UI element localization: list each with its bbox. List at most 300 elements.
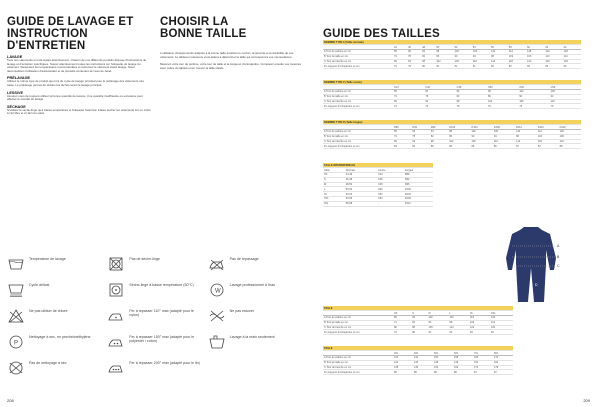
size-column-header: C50 xyxy=(487,85,518,90)
no-bleach-icon xyxy=(7,309,25,323)
measurement-value: 80 xyxy=(435,64,453,69)
international-size-cell: 46-48 xyxy=(345,177,377,182)
international-size-cell: D88 xyxy=(404,173,433,178)
size-column-header: C48 xyxy=(456,85,487,90)
measurement-value: 106 xyxy=(518,99,549,104)
size-column-header: D116 xyxy=(537,125,559,130)
professional-wet-clean-icon xyxy=(208,283,226,297)
measurement-value: 114 xyxy=(508,50,526,55)
measurement-value: 74 xyxy=(393,320,411,325)
measurement-value: 114 xyxy=(563,54,581,59)
measurement-label: B Tour de taille en cm xyxy=(323,94,393,99)
measurement-value: 130 xyxy=(413,360,433,365)
care-section-title: SÉCHAGE xyxy=(7,104,26,109)
figure-label-a: A xyxy=(557,244,560,248)
measurement-value: 90 xyxy=(454,54,472,59)
measurement-value: 80 xyxy=(411,330,427,335)
measurement-value: 106 xyxy=(471,139,493,144)
page-number-right: 209 xyxy=(583,398,590,403)
size-table xyxy=(323,40,581,69)
size-column-header: D120 xyxy=(559,125,581,130)
measurement-value: 86 xyxy=(393,90,424,95)
measurement-value: 106 xyxy=(454,59,472,64)
measurement-value: 90 xyxy=(393,99,424,104)
measurement-label: A Tour de poitrine en cm xyxy=(323,50,393,55)
size-table-title: NOMBRE TYPE C (Taille courte) xyxy=(323,80,581,85)
care-symbol-label: Lavage à la main seulement xyxy=(229,335,275,339)
care-symbol-label: Fer à repasser 200° max (adapté pour le lin) xyxy=(129,361,200,365)
measurement-value: 102 xyxy=(537,134,559,139)
measurement-value: 90 xyxy=(471,134,493,139)
international-size-cell: C48 xyxy=(377,182,404,187)
size-column-header: C46 xyxy=(424,85,455,90)
international-size-title: TAILLE INTERNATIONALE xyxy=(323,163,433,168)
measurement-value: 85 xyxy=(430,144,448,149)
measurement-value: 106 xyxy=(559,134,581,139)
measurement-label: C Tour de hanche en cm xyxy=(323,325,393,330)
international-size-cell: D112 xyxy=(404,201,433,206)
measurement-value: 82 xyxy=(421,54,435,59)
size-column-header: D96 xyxy=(430,125,448,130)
measurement-value: 102 xyxy=(471,130,493,135)
measurement-value: 142 xyxy=(413,356,433,361)
measurement-value: 81 xyxy=(472,64,490,69)
measurement-value: 110 xyxy=(544,54,562,59)
measurement-value: 154 xyxy=(433,365,453,370)
measurement-value: 75 xyxy=(456,104,487,109)
size-column-header: D92 xyxy=(411,125,429,130)
measurement-value: 106 xyxy=(526,54,544,59)
care-section-title: LESSIVE xyxy=(7,90,24,95)
measurement-value: 94 xyxy=(456,90,487,95)
care-symbol-label: Nettoyage à sec, en percheloréthylène xyxy=(29,335,91,339)
international-size-cell: C44 xyxy=(377,173,404,178)
measurement-label: B Tour de taille en cm xyxy=(323,320,393,325)
care-symbol-item xyxy=(208,257,302,279)
measurement-label: A Tour de poitrine en cm xyxy=(323,316,393,321)
measurement-value: 87 xyxy=(493,370,513,375)
measurement-value: 130 xyxy=(490,325,513,330)
size-column-header: 50 xyxy=(435,45,453,50)
measurement-value: 146 xyxy=(453,360,473,365)
care-symbol-label: Ne pas utiliser de chlore xyxy=(29,309,68,313)
measurement-value: 74 xyxy=(393,94,424,99)
size-column-header: 8XL xyxy=(493,351,513,356)
size-column-header: C54 xyxy=(550,85,581,90)
international-size-header: Longue xyxy=(404,168,433,173)
care-symbol-label: Température de lavage xyxy=(29,257,66,261)
measurement-value: 85 xyxy=(393,370,413,375)
measurement-value: 74 xyxy=(424,104,455,109)
measurement-value: 114 xyxy=(515,139,537,144)
measurement-value: 86 xyxy=(433,370,453,375)
size-column-header: C52 xyxy=(518,85,549,90)
international-size-cell: C54 xyxy=(377,197,404,202)
size-paragraph: L'utilisation d'équipements adaptés à la bonne taille améliore le confort, la sécurité et la durabilité de vos vêtements. Le tableau ci-dessous vous aidera à déterminer la taille qui correspond à vos mensurations. xyxy=(160,51,294,59)
measurement-value: 118 xyxy=(537,139,559,144)
measurement-value: 126 xyxy=(563,50,581,55)
care-symbol-item xyxy=(107,361,201,383)
measurement-value: 86 xyxy=(487,94,518,99)
measurement-value: 146 xyxy=(413,365,433,370)
measurement-value: 94 xyxy=(472,54,490,59)
measurement-value: 98 xyxy=(490,54,508,59)
figure-label-c: C xyxy=(557,264,560,268)
measurement-value: 110 xyxy=(515,130,537,135)
measurement-value: 98 xyxy=(448,130,470,135)
size-table xyxy=(323,346,513,375)
care-symbol-item xyxy=(107,257,201,279)
measurement-value: 88 xyxy=(559,144,581,149)
measurement-label: C Tour de hanche en cm xyxy=(323,139,393,144)
iron-150-icon xyxy=(107,335,125,349)
measurement-value: 114 xyxy=(449,325,469,330)
measurement-value: 102 xyxy=(487,99,518,104)
international-size-header: Normale xyxy=(345,168,377,173)
care-symbol-label: Lavage professionnel à l'eau xyxy=(229,283,276,287)
measurement-value: 85 xyxy=(413,370,433,375)
measurement-value: 94 xyxy=(424,99,455,104)
international-size-cell: C46 xyxy=(377,177,404,182)
size-column-header: 62 xyxy=(544,45,562,50)
measurement-value: 170 xyxy=(473,365,493,370)
measurement-label: D Longueur d'entrejambe en cm xyxy=(323,330,393,335)
international-size-cell: XS xyxy=(323,173,345,178)
measurement-value: 118 xyxy=(559,130,581,135)
measurement-label: A Tour de poitrine en cm xyxy=(323,130,393,135)
care-section-body: Tous nos vêtements ont été testés attentivement. Chacun de nos différents produits dispose d'instructions de lavage et d'entretien spécifiques. Suivez attentivement toutes les instructions sur l'étiquette de lavage du vêtement. Respectez les températures recommandées et retournez le vêtement avant lavage. Nous déconseillons l'utilisation d'adoucissant et de produits contenant de l'eau de Javel. xyxy=(7,58,147,73)
size-column-header: 64 xyxy=(563,45,581,50)
international-size-table xyxy=(323,163,433,207)
table-row xyxy=(323,104,581,109)
measurement-value: 122 xyxy=(393,360,413,365)
measurement-value: 122 xyxy=(544,50,562,55)
measurement-value: 110 xyxy=(493,139,515,144)
care-symbol-item xyxy=(208,309,302,331)
measurement-value: 86 xyxy=(493,144,515,149)
size-column-header: D108 xyxy=(493,125,515,130)
care-symbol-label: Pas de nettoyage à sec xyxy=(29,361,67,365)
size-column-header: 6XL xyxy=(453,351,473,356)
size-table-title: TAILLE xyxy=(323,346,513,351)
international-size-cell: D96 xyxy=(404,182,433,187)
measurement-value: 78 xyxy=(424,94,455,99)
care-symbol-label: Pas de sèche-linge xyxy=(129,257,160,261)
measurement-value: 94 xyxy=(411,139,429,144)
size-table-title: NOMBRE TYPE D (Taille longue) xyxy=(323,120,581,125)
figure-label-b: B xyxy=(557,255,560,259)
care-section-title: PRÉLAVAGE xyxy=(7,76,31,81)
measurement-value: 87 xyxy=(515,144,537,149)
international-size-cell: D104 xyxy=(404,192,433,197)
size-column-header: 60 xyxy=(526,45,544,50)
measurement-value: 90 xyxy=(393,139,411,144)
international-size-cell: XL xyxy=(323,192,345,197)
measurement-value: 114 xyxy=(490,59,508,64)
care-symbol-label: Fer à repasser 110° max (adapté pour le nylon) xyxy=(129,309,194,318)
size-column-header: D104 xyxy=(471,125,493,130)
measurement-value: 162 xyxy=(493,360,513,365)
size-column-header: 7XL xyxy=(473,351,493,356)
table-row xyxy=(323,64,581,69)
size-table xyxy=(323,80,581,109)
svg-text:P: P xyxy=(14,340,19,347)
measurement-value: 86 xyxy=(453,370,473,375)
measurement-value: 94 xyxy=(430,130,448,135)
measurement-value: 98 xyxy=(456,99,487,104)
no-iron-icon xyxy=(208,257,226,271)
measurement-label: C Tour de hanche en cm xyxy=(323,365,393,370)
size-table xyxy=(323,120,581,149)
international-size-cell: 54-56 xyxy=(345,197,377,202)
measurement-value: 174 xyxy=(493,356,513,361)
dry-clean-p-icon xyxy=(7,335,25,349)
measurement-value: 75 xyxy=(487,104,518,109)
measurement-value: 122 xyxy=(526,59,544,64)
international-size-cell: XXL xyxy=(323,197,345,202)
measurement-value: 102 xyxy=(508,54,526,59)
measurement-value: 122 xyxy=(559,139,581,144)
table-row xyxy=(323,144,581,149)
measurement-value: 82 xyxy=(430,134,448,139)
international-size-cell: L xyxy=(323,187,345,192)
measurement-value: 78 xyxy=(411,134,429,139)
measurement-value: 78 xyxy=(407,54,421,59)
page-number-left: 208 xyxy=(7,398,14,403)
measurement-value: 106 xyxy=(428,325,449,330)
measurement-value: 84 xyxy=(393,144,411,149)
measurement-value: 98 xyxy=(449,320,469,325)
measurement-value: 87 xyxy=(537,144,559,149)
care-symbol-label: Fer à repasser 150° max (adapté pour le polyester / coton) xyxy=(129,335,195,344)
measurement-value: 118 xyxy=(526,50,544,55)
size-text-column xyxy=(160,52,306,70)
measurement-value: 82 xyxy=(456,94,487,99)
size-paragraph: Mesurez votre tour de poitrine, votre tour de taille et la longueur d'entrejambe. Comparez ensuite vos mesures avec celles du tableau pour trouver la taille idéale. xyxy=(160,62,301,70)
measurement-value: 110 xyxy=(550,99,581,104)
measurement-value: 102 xyxy=(435,59,453,64)
size-column-header: C44 xyxy=(393,85,424,90)
care-section-title: LAVAGE xyxy=(7,55,23,59)
size-column-header: 48 xyxy=(421,45,435,50)
care-symbol-item xyxy=(107,283,201,305)
measurement-value: 98 xyxy=(515,134,537,139)
care-symbol-item xyxy=(7,283,101,305)
measurement-value: 90 xyxy=(428,320,449,325)
measurement-label: C Tour de hanche en cm xyxy=(323,99,393,104)
hand-wash-icon xyxy=(208,335,226,349)
measurement-value: 84 xyxy=(490,330,513,335)
measurement-value: 82 xyxy=(449,330,469,335)
coverall-figure xyxy=(500,224,562,304)
measurement-value: 81 xyxy=(454,64,472,69)
measurement-value: 90 xyxy=(518,94,549,99)
measurement-label: D Longueur d'entrejambe en cm xyxy=(323,104,393,109)
measurement-value: 94 xyxy=(407,59,421,64)
size-column-header: XS xyxy=(393,311,411,316)
care-section-body: Utilisez le même type de produit que lors du cycle de lavage principal pour le prélavage des vêtements très sales. Le prélavage permet de réduire les taches avant le lavage principal. xyxy=(7,79,144,87)
measurement-value: 114 xyxy=(490,320,513,325)
international-size-header: Taille xyxy=(323,168,345,173)
measurement-label: D Longueur d'entrejambe en cm xyxy=(323,370,393,375)
size-heading: CHOISIR LA BONNE TAILLE xyxy=(160,16,247,40)
measurement-value: 110 xyxy=(472,59,490,64)
international-size-cell: 50-52 xyxy=(345,187,377,192)
size-column-header: 52 xyxy=(454,45,472,50)
measurement-value: 82 xyxy=(490,64,508,69)
size-column-header: S xyxy=(411,311,427,316)
international-size-cell: - xyxy=(377,201,404,206)
measurement-value: 102 xyxy=(448,139,470,144)
care-symbol-label: Ne pas essorer xyxy=(229,309,255,313)
size-column-header: 44 xyxy=(393,45,407,50)
international-size-cell: C52 xyxy=(377,192,404,197)
measurement-value: 80 xyxy=(421,64,435,69)
care-symbol-item xyxy=(107,309,201,331)
measurement-value: 86 xyxy=(435,54,453,59)
measurement-value: 90 xyxy=(407,50,421,55)
measurement-value: 178 xyxy=(493,365,513,370)
international-size-cell: D100 xyxy=(404,187,433,192)
measurement-value: 74 xyxy=(393,134,411,139)
size-table-title: NOMBRE TYPE A (Taille normale) xyxy=(323,40,581,45)
measurement-value: 94 xyxy=(493,134,515,139)
size-column-header: D112 xyxy=(515,125,537,130)
no-wring-icon xyxy=(208,309,226,323)
international-size-cell: M xyxy=(323,182,345,187)
care-symbol-item xyxy=(7,335,101,357)
measurement-value: 106 xyxy=(469,320,490,325)
measurement-value: 94 xyxy=(421,50,435,55)
measurement-value: 134 xyxy=(393,356,413,361)
measurement-value: 76 xyxy=(518,104,549,109)
no-dry-clean-icon xyxy=(7,361,25,375)
measurement-value: 126 xyxy=(490,316,513,321)
measurement-value: 86 xyxy=(393,50,407,55)
care-symbol-item xyxy=(7,257,101,279)
delicate-cycle-icon xyxy=(7,283,25,297)
table-row xyxy=(323,330,513,335)
care-symbol-item xyxy=(7,361,101,383)
measurement-value: 83 xyxy=(544,64,562,69)
measurement-label: A Tour de poitrine en cm xyxy=(323,356,393,361)
measurement-value: 79 xyxy=(407,64,421,69)
care-symbol-label: Pas de repassage xyxy=(229,257,259,261)
measurement-label: B Tour de taille en cm xyxy=(323,54,393,59)
measurement-value: 90 xyxy=(393,59,407,64)
tumble-dry-low-icon xyxy=(107,283,125,297)
care-section-body: N'utilisez le sèche-linge qu'à basse température si l'étiquette l'autorise. Faites sécher les vêtements sur un cintre à l'air libre et à l'abri du soleil. xyxy=(7,107,151,116)
measurement-value: 166 xyxy=(473,356,493,361)
measurement-value: 76 xyxy=(550,104,581,109)
measurement-value: 122 xyxy=(469,325,490,330)
measurement-value: 74 xyxy=(393,104,424,109)
measurement-label: A Tour de poitrine en cm xyxy=(323,90,393,95)
measurement-value: 158 xyxy=(453,356,473,361)
measurement-value: 114 xyxy=(537,130,559,135)
measurement-value: 90 xyxy=(411,130,429,135)
table-row xyxy=(323,201,433,206)
measurement-value: 106 xyxy=(550,90,581,95)
measurement-value: 102 xyxy=(518,90,549,95)
measurement-value: 126 xyxy=(544,59,562,64)
measurement-value: 82 xyxy=(508,64,526,69)
table-row xyxy=(323,370,513,375)
measurement-value: 162 xyxy=(453,365,473,370)
measurement-value: 102 xyxy=(454,50,472,55)
size-column-header: 58 xyxy=(508,45,526,50)
measurement-value: 86 xyxy=(393,130,411,135)
size-column-header: 54 xyxy=(472,45,490,50)
care-symbol-item xyxy=(208,283,302,305)
measurement-value: 118 xyxy=(469,316,490,321)
size-table-title: TAILLE xyxy=(323,306,513,311)
measurement-value: 110 xyxy=(490,50,508,55)
international-size-cell: S xyxy=(323,177,345,182)
size-column-header: L xyxy=(449,311,469,316)
measurement-value: 98 xyxy=(435,50,453,55)
measurement-value: 130 xyxy=(563,59,581,64)
size-column-header: D100 xyxy=(448,125,470,130)
care-icon-grid xyxy=(7,257,302,383)
care-symbol-label: Sèche-linge à basse température (50°C) xyxy=(129,283,194,287)
size-column-header: 46 xyxy=(407,45,421,50)
care-symbol-item xyxy=(208,335,302,357)
international-size-cell: 56-58 xyxy=(345,201,377,206)
measurement-value: 102 xyxy=(428,316,449,321)
measurement-label: B Tour de taille en cm xyxy=(323,360,393,365)
size-table xyxy=(323,306,513,335)
international-size-cell: D108 xyxy=(404,197,433,202)
size-column-header: 3XL xyxy=(393,351,413,356)
svg-text:W: W xyxy=(214,288,221,295)
measurement-value: 154 xyxy=(473,360,493,365)
care-symbol-item xyxy=(7,309,101,331)
measurement-label: C Tour de hanche en cm xyxy=(323,59,393,64)
measurement-value: 81 xyxy=(428,330,449,335)
care-text-column xyxy=(7,52,151,116)
measurement-value: 84 xyxy=(411,144,429,149)
measurement-value: 82 xyxy=(411,320,427,325)
size-column-header: XXL xyxy=(490,311,513,316)
measurement-value: 86 xyxy=(471,144,493,149)
international-size-header: Courte xyxy=(377,168,404,173)
measurement-value: 106 xyxy=(472,50,490,55)
measurement-value: 85 xyxy=(448,144,470,149)
temperature-icon xyxy=(7,257,25,271)
care-symbol-label: Cycle délicat xyxy=(29,283,50,287)
measurement-value: 74 xyxy=(393,54,407,59)
measurement-value: 87 xyxy=(473,370,493,375)
measurement-value: 98 xyxy=(421,59,435,64)
measurement-value: 94 xyxy=(550,94,581,99)
measurement-value: 79 xyxy=(393,330,411,335)
size-column-header: XL xyxy=(469,311,490,316)
measurement-value: 98 xyxy=(411,325,427,330)
care-heading: GUIDE DE LAVAGE ET INSTRUCTION D'ENTRETIEN xyxy=(7,16,134,52)
coverall-body xyxy=(506,227,556,302)
international-size-cell: 44-46 xyxy=(345,173,377,178)
measurement-value: 86 xyxy=(393,316,411,321)
international-size-cell: D92 xyxy=(404,177,433,182)
international-size-cell: 52-54 xyxy=(345,192,377,197)
care-section-body: Assurez-vous de toujours utiliser la bonne quantité de lessive. Une quantité insuffisante ou excessive peut affecter le résultat du lavage. xyxy=(7,93,143,102)
measurement-value: 84 xyxy=(563,64,581,69)
measurement-label: D Longueur d'entrejambe en cm xyxy=(323,64,393,69)
international-size-cell: 3XL xyxy=(323,201,345,206)
size-column-header: 4XL xyxy=(413,351,433,356)
size-table-heading: GUIDE DES TAILLES xyxy=(323,28,440,40)
